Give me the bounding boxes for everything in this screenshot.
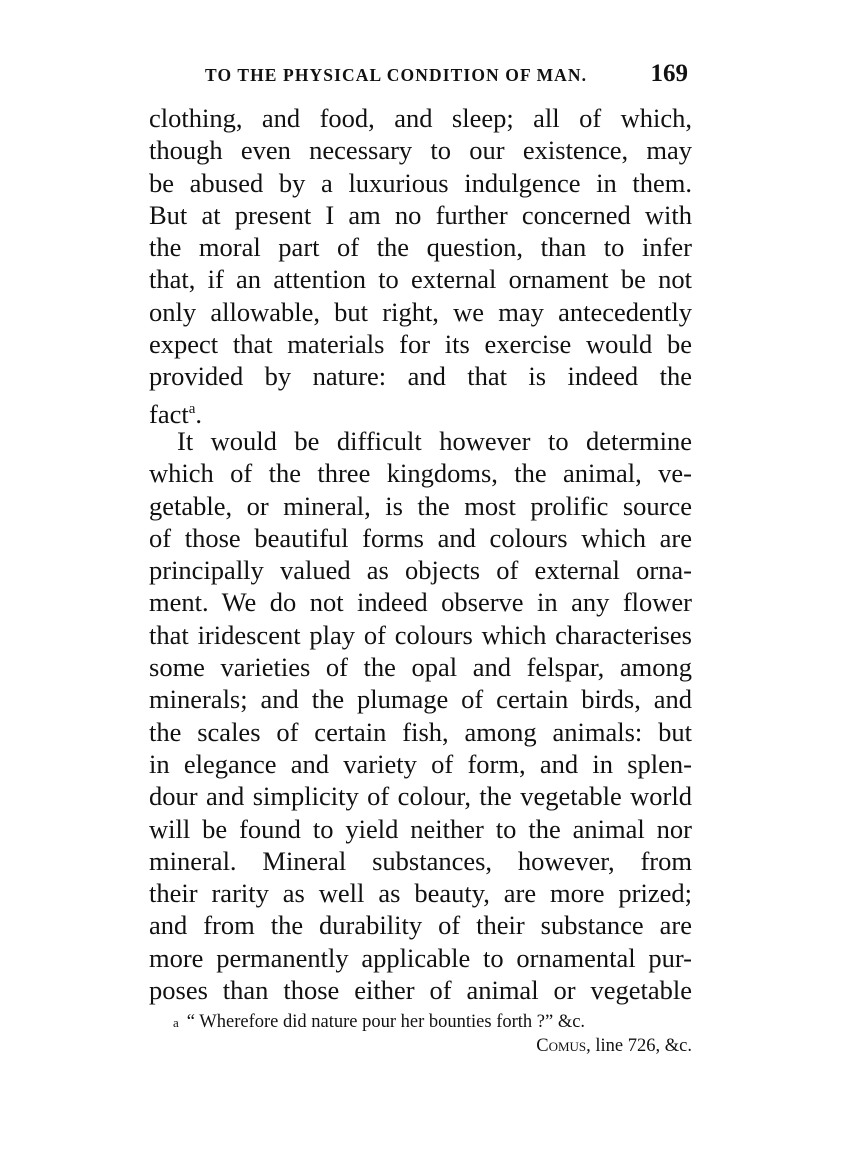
text-line: provided by nature: and that is indeed the [149, 361, 692, 392]
text-line: the scales of certain fish, among animals: but [149, 716, 692, 747]
text-line: though even necessary to our existence, may [149, 135, 692, 166]
text-line: of those beautiful forms and colours which are [149, 522, 692, 553]
footnote-source-line [149, 1034, 692, 1058]
text-line: expect that materials for its exercise would be [149, 329, 692, 360]
text-line: mineral. Mineral substances, however, from [149, 845, 692, 876]
body-text [149, 102, 692, 1006]
text-line: and from the durability of their substance are [149, 910, 692, 941]
footnote-quote: “ Wherefore did nature pour her bounties forth ?” &c. [186, 1012, 586, 1032]
text-line: minerals; and the plumage of certain birds, and [149, 684, 692, 715]
text-line: getable, or mineral, is the most prolific source [149, 490, 692, 521]
page-number: 169 [650, 60, 688, 87]
text-line: that iridescent play of colours which characterises [149, 619, 692, 650]
text-line: that, if an attention to external ornament be not [149, 264, 692, 295]
text-line: principally valued as objects of external orna- [149, 555, 692, 586]
footnote-source-name: Comus [536, 1036, 587, 1056]
text-line: more permanently applicable to ornamental pur- [149, 942, 692, 973]
text-line: ment. We do not indeed observe in any flower [149, 587, 692, 618]
text-line: poses than those either of animal or vegetable [149, 975, 692, 1006]
footnote-source-rest: , line 726, &c. [586, 1036, 692, 1056]
text-fragment: . [195, 398, 203, 429]
text-line: the moral part of the question, than to infer [149, 232, 692, 263]
text-line: be abused by a luxurious indulgence in them. [149, 167, 692, 198]
footnote [149, 1010, 692, 1058]
text-line: clothing, and food, and sleep; all of which, [149, 103, 692, 133]
text-line: some varieties of the opal and felspar, among [149, 652, 692, 683]
running-title: TO THE PHYSICAL CONDITION OF MAN. [205, 65, 588, 85]
footnote-quote-line [149, 1010, 692, 1034]
footnote-ref: a [188, 400, 196, 417]
running-head [150, 60, 690, 90]
text-line-with-footnote-ref [149, 393, 692, 429]
paragraph-first-line: It would be difficult however to determine [177, 425, 692, 456]
footnote-marker: a [173, 1015, 179, 1030]
text-fragment: fact [149, 398, 189, 429]
text-line: But at present I am no further concerned with [149, 199, 692, 230]
text-line: their rarity as well as beauty, are more prized; [149, 878, 692, 909]
text-line: which of the three kingdoms, the animal, ve- [149, 458, 692, 489]
text-line: only allowable, but right, we may antecedently [149, 296, 692, 327]
text-line: will be found to yield neither to the animal nor [149, 813, 692, 844]
text-line: in elegance and variety of form, and in splen- [149, 748, 692, 779]
text-line: dour and simplicity of colour, the vegetable world [149, 781, 692, 812]
